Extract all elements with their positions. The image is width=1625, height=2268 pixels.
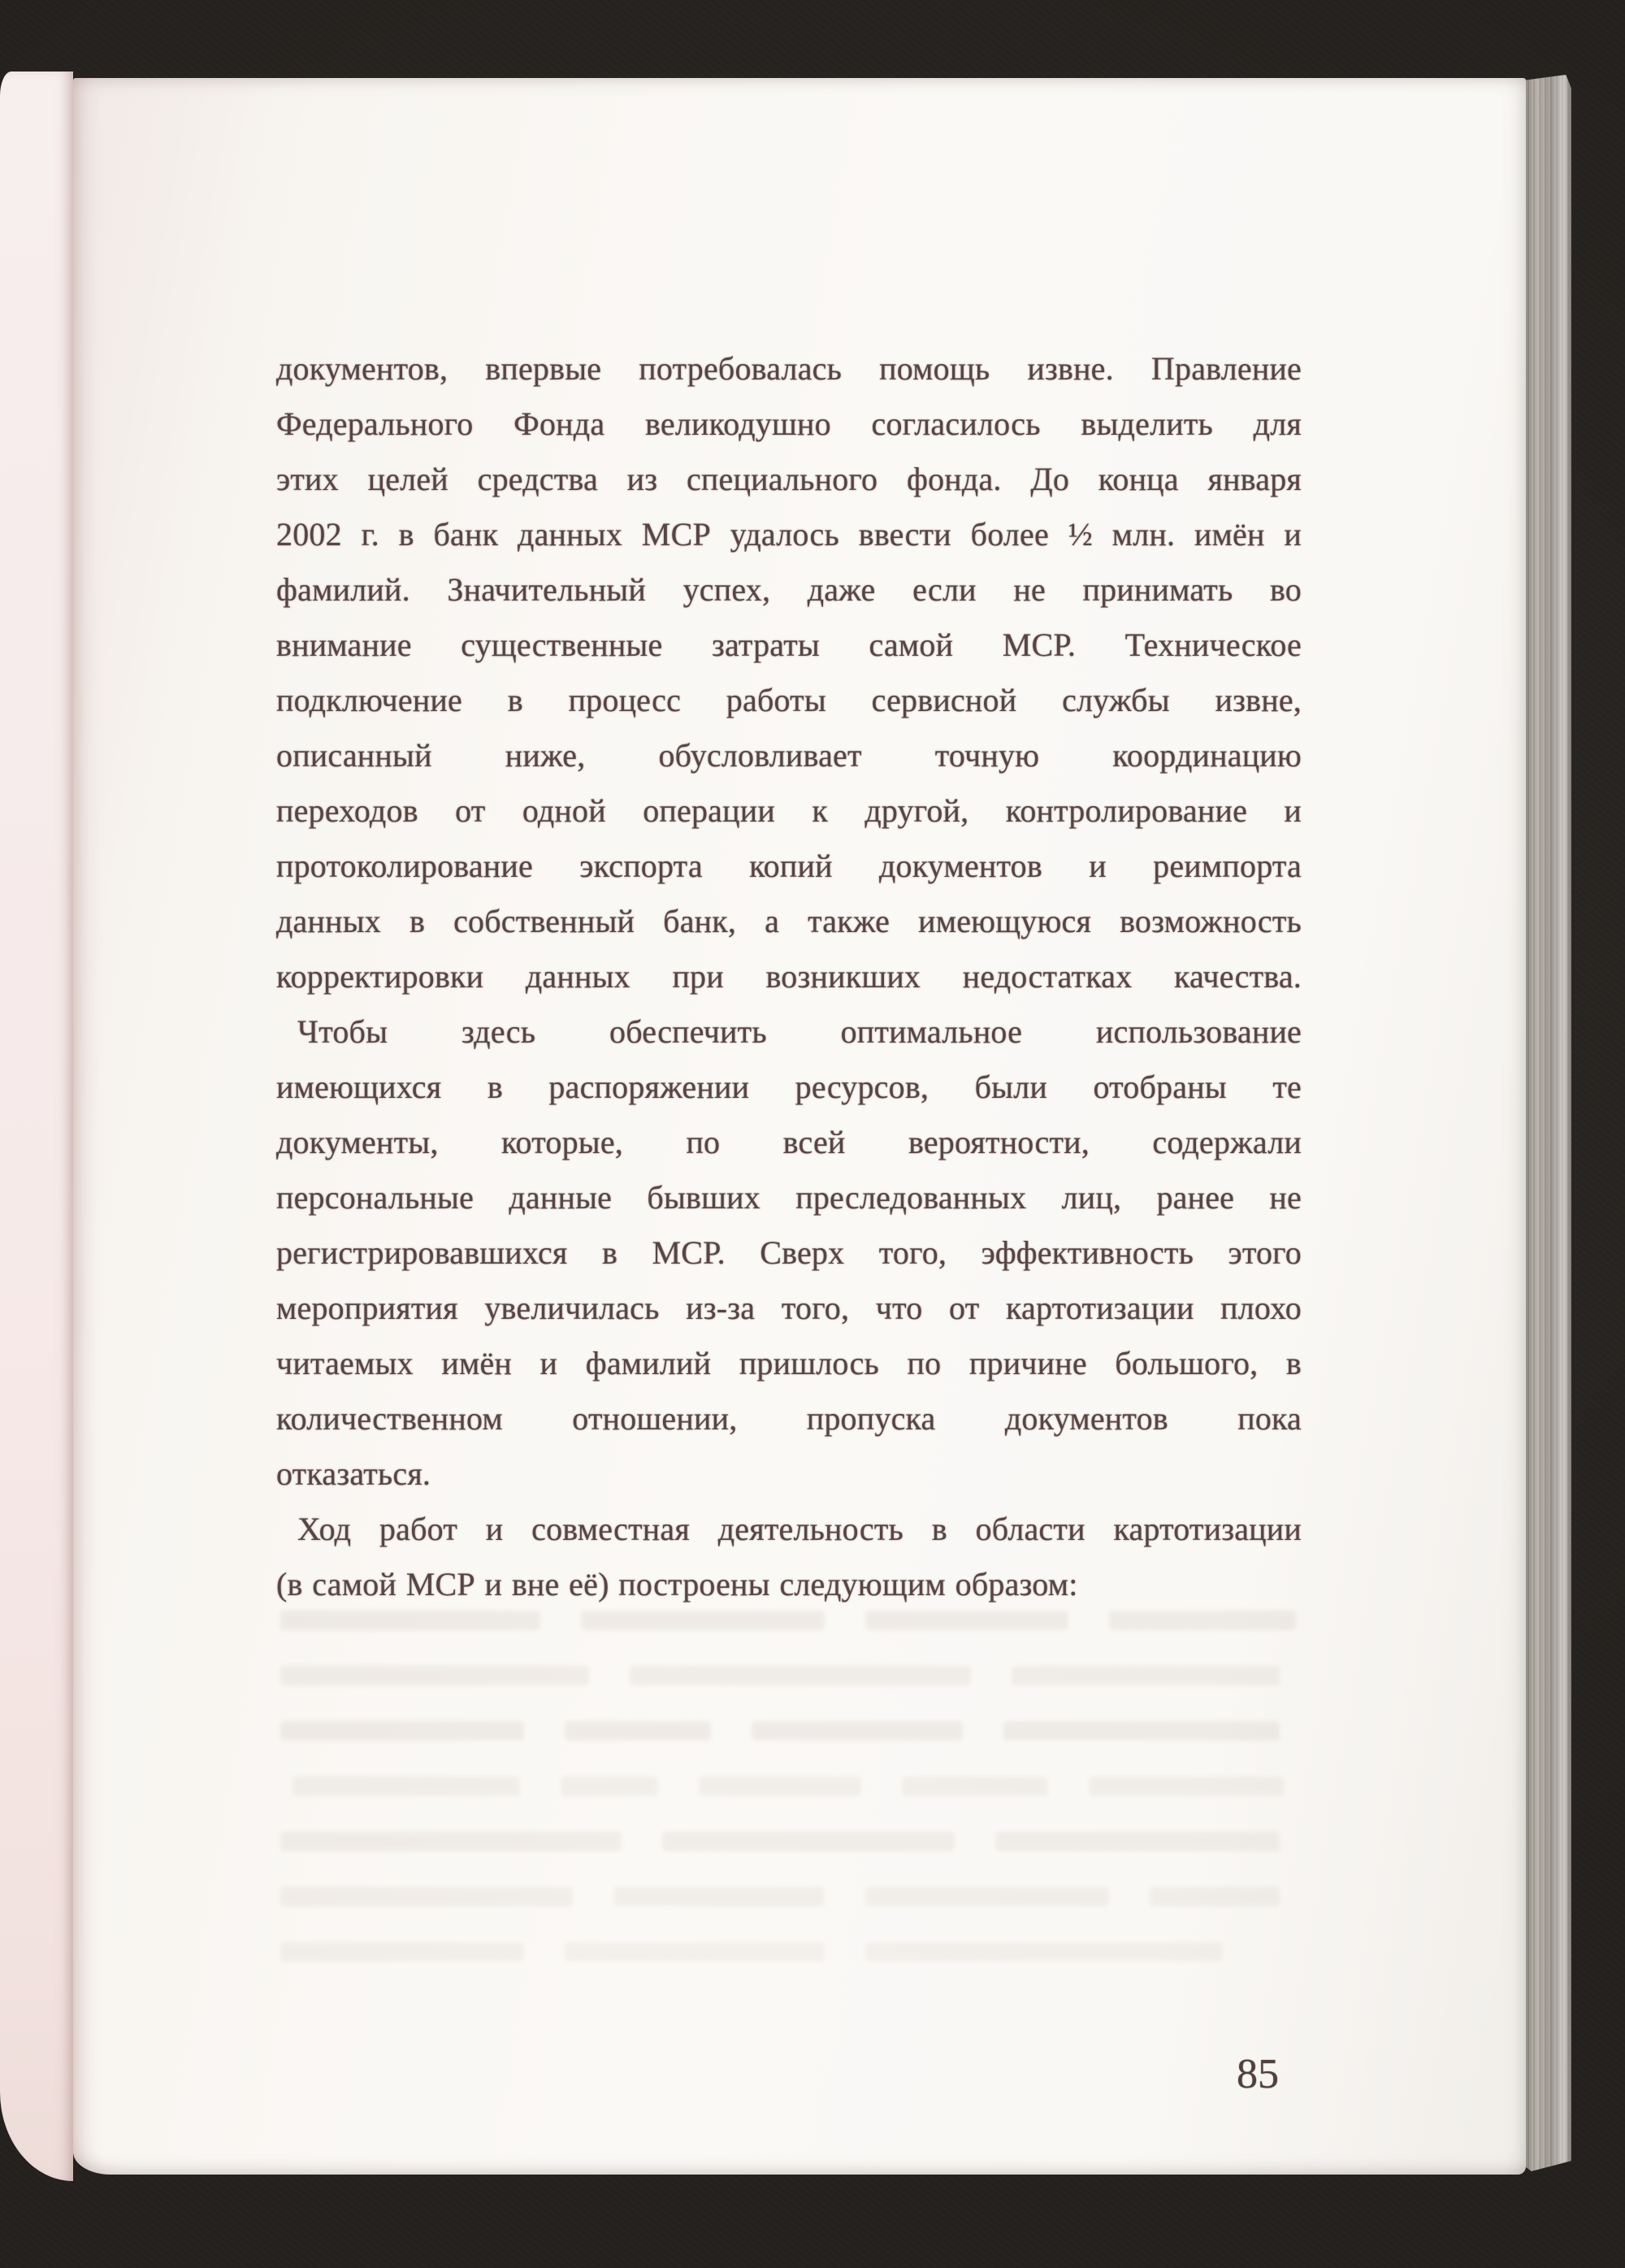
text-line: данных в собственный банк, а также имеющуюся возможность bbox=[276, 903, 1302, 939]
text-line: Ход работ и совместная деятельность в области картотизации bbox=[297, 1511, 1302, 1547]
bleedthrough-smudge bbox=[565, 1721, 711, 1741]
text-line: фамилий. Значительный успех, даже если не принимать во bbox=[276, 571, 1302, 608]
bleedthrough-smudge bbox=[561, 1776, 658, 1796]
text-line: 2002 г. в банк данных МСР удалось ввести более ½ млн. имён и bbox=[276, 516, 1302, 553]
text-line: мероприятия увеличилась из-за того, что от картотизации плохо bbox=[276, 1290, 1302, 1326]
text-line: корректировки данных при возникших недостатках качества. bbox=[276, 958, 1302, 995]
bleedthrough-smudge bbox=[630, 1666, 971, 1685]
bleedthrough-smudge bbox=[613, 1887, 825, 1906]
text-line: Чтобы здесь обеспечить оптимальное использование bbox=[297, 1013, 1302, 1050]
text-line: (в самой МСР и вне её) построены следующим образом: bbox=[276, 1566, 1078, 1602]
bleedthrough-smudge bbox=[581, 1611, 825, 1630]
bleedthrough-smudge bbox=[1109, 1611, 1296, 1630]
text-line: количественном отношении, пропуска документов пока bbox=[276, 1400, 1302, 1437]
page-stack-fore-edge bbox=[1526, 75, 1571, 2171]
bleedthrough-smudge bbox=[752, 1721, 963, 1741]
text-line: описанный ниже, обусловливает точную координацию bbox=[276, 737, 1302, 774]
bleedthrough-smudge bbox=[902, 1776, 1048, 1796]
bleedthrough-smudge bbox=[1150, 1887, 1280, 1906]
bleedthrough-smudge bbox=[280, 1942, 524, 1962]
bleedthrough-smudge bbox=[280, 1721, 524, 1741]
text-line: подключение в процесс работы сервисной службы извне, bbox=[276, 682, 1302, 718]
bleedthrough-smudge bbox=[1012, 1666, 1280, 1685]
text-line: Федерального Фонда великодушно согласилось выделить для bbox=[276, 405, 1302, 442]
text-line: отказаться. bbox=[276, 1455, 431, 1492]
bleedthrough-smudge bbox=[699, 1776, 861, 1796]
bleedthrough-smudge bbox=[865, 1942, 1223, 1962]
page-number: 85 bbox=[1237, 2051, 1279, 2097]
bleedthrough-smudge bbox=[280, 1666, 589, 1685]
bleedthrough-smudge bbox=[1089, 1776, 1284, 1796]
text-line: документы, которые, по всей вероятности, содержали bbox=[276, 1124, 1302, 1160]
bleedthrough-smudge bbox=[865, 1887, 1109, 1906]
bleedthrough-smudge bbox=[1003, 1721, 1280, 1741]
text-line: протоколирование экспорта копий документов и реимпорта bbox=[276, 848, 1302, 884]
bleedthrough-smudge bbox=[995, 1832, 1280, 1851]
bleedthrough-smudge bbox=[280, 1832, 622, 1851]
text-line: читаемых имён и фамилий пришлось по причине большого, в bbox=[276, 1345, 1302, 1381]
bleedthrough-smudge bbox=[280, 1611, 540, 1630]
text-line: переходов от одной операции к другой, контролирование и bbox=[276, 792, 1302, 829]
bleedthrough-smudge bbox=[865, 1611, 1068, 1630]
text-line: этих целей средства из специального фонда. До конца января bbox=[276, 461, 1302, 497]
text-line: персональные данные бывших преследованных лиц, ранее не bbox=[276, 1179, 1302, 1216]
bleedthrough-smudge bbox=[662, 1832, 955, 1851]
text-line: документов, впервые потребовалась помощь извне. Правление bbox=[276, 350, 1302, 387]
bleedthrough-smudge bbox=[280, 1887, 573, 1906]
bleedthrough-smudge bbox=[565, 1942, 825, 1962]
text-line: внимание существенные затраты самой МСР. Техническое bbox=[276, 627, 1302, 663]
text-line: имеющихся в распоряжении ресурсов, были отобраны те bbox=[276, 1069, 1302, 1105]
previous-page-edge bbox=[0, 72, 73, 2181]
bleedthrough-smudge bbox=[292, 1776, 520, 1796]
text-line: регистрировавшихся в МСР. Сверх того, эффективность этого bbox=[276, 1234, 1302, 1271]
